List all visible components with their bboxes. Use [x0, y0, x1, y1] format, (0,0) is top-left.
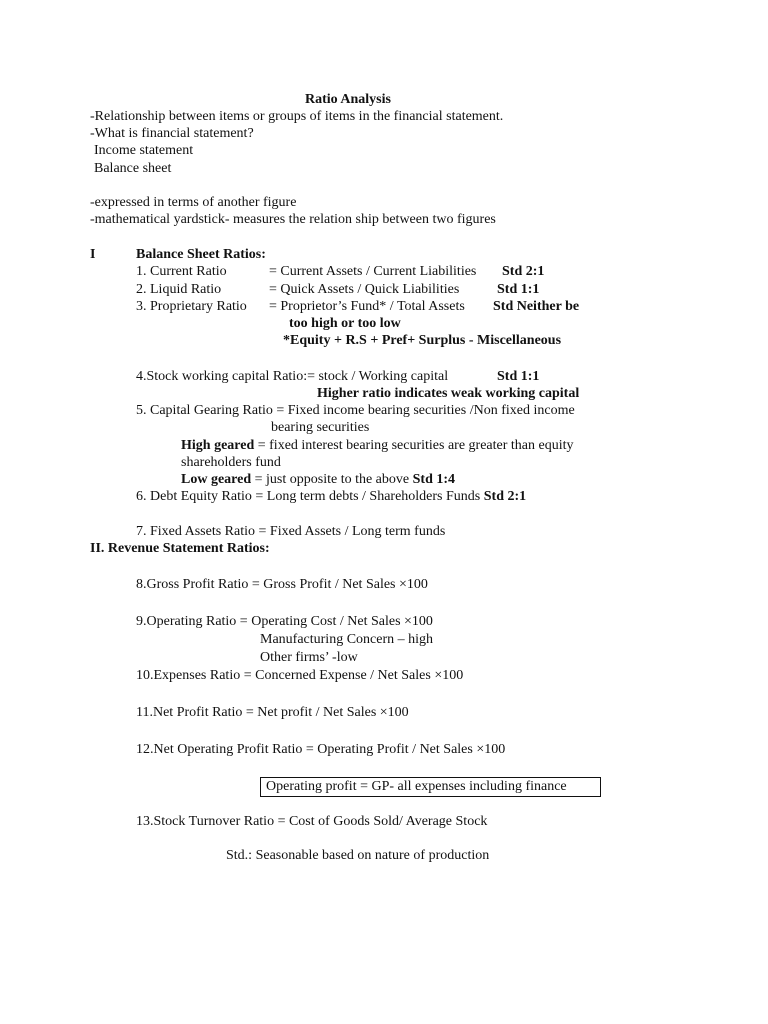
intro-line: Income statement: [94, 143, 194, 158]
ratio-label: 3. Proprietary Ratio: [136, 299, 247, 314]
ratio-line: 5. Capital Gearing Ratio = Fixed income bearing securities /Non fixed income: [136, 403, 575, 418]
intro-line: -Relationship between items or groups of items in the financial statement.: [90, 109, 504, 124]
section-number: I: [90, 247, 96, 262]
ratio-subline: Other firms’ -low: [260, 650, 358, 665]
high-geared-text: = fixed interest bearing securities are greater than equity: [254, 438, 574, 453]
ratio-subline: Manufacturing Concern – high: [260, 632, 434, 647]
ratio-line: 8.Gross Profit Ratio = Gross Profit / Net Sales ×100: [136, 577, 428, 592]
ratio-note: *Equity + R.S + Pref+ Surplus - Miscellaneous: [283, 333, 562, 348]
operating-profit-note: Operating profit = GP- all expenses including finance: [266, 779, 567, 794]
debt-equity-std: Std 2:1: [483, 489, 527, 504]
gearing-note-cont: shareholders fund: [181, 455, 281, 470]
ratio-line: 13.Stock Turnover Ratio = Cost of Goods Sold/ Average Stock: [136, 814, 488, 829]
ratio-label: 1. Current Ratio: [136, 264, 227, 279]
section-heading: II. Revenue Statement Ratios:: [90, 541, 270, 556]
intro-line: Balance sheet: [94, 161, 172, 176]
ratio-note: Higher ratio indicates weak working capital: [317, 386, 580, 401]
ratio-line: [136, 489, 526, 505]
ratio-std-cont: too high or too low: [289, 316, 401, 331]
ratio-line: 10.Expenses Ratio = Concerned Expense / Net Sales ×100: [136, 668, 464, 683]
debt-equity-text: 6. Debt Equity Ratio = Long term debts / Shareholders Funds: [136, 489, 484, 504]
low-geared-std: Std 1:4: [412, 472, 456, 487]
ratio-std: Std Neither be: [493, 299, 580, 314]
ratio-line-cont: bearing securities: [271, 420, 370, 435]
page-title: Ratio Analysis: [305, 92, 391, 107]
ratio-formula: = Quick Assets / Quick Liabilities: [269, 282, 460, 297]
ratio-line: 7. Fixed Assets Ratio = Fixed Assets / Long term funds: [136, 524, 446, 539]
ratio-line: 11.Net Profit Ratio = Net profit / Net Sales ×100: [136, 705, 409, 720]
ratio-line: 9.Operating Ratio = Operating Cost / Net Sales ×100: [136, 614, 433, 629]
high-geared-label: High geared: [181, 438, 255, 453]
intro-line: -What is financial statement?: [90, 126, 254, 141]
low-geared-text: = just opposite to the above: [251, 472, 413, 487]
gearing-note: [181, 438, 574, 454]
intro-line: -expressed in terms of another figure: [90, 195, 297, 210]
section-heading: Balance Sheet Ratios:: [136, 247, 266, 262]
ratio-line: 4.Stock working capital Ratio:= stock / Working capital: [136, 369, 449, 384]
ratio-std: Std 2:1: [502, 264, 545, 279]
ratio-formula: = Proprietor’s Fund* / Total Assets: [269, 299, 465, 314]
ratio-label: 2. Liquid Ratio: [136, 282, 222, 297]
intro-line: -mathematical yardstick- measures the relation ship between two figures: [90, 212, 496, 227]
ratio-formula: = Current Assets / Current Liabilities: [269, 264, 477, 279]
ratio-std: Std 1:1: [497, 369, 540, 384]
gearing-note: [181, 472, 455, 488]
low-geared-label: Low geared: [181, 472, 252, 487]
ratio-std-note: Std.: Seasonable based on nature of production: [226, 848, 490, 863]
ratio-line: 12.Net Operating Profit Ratio = Operating Profit / Net Sales ×100: [136, 742, 506, 757]
ratio-std: Std 1:1: [497, 282, 540, 297]
